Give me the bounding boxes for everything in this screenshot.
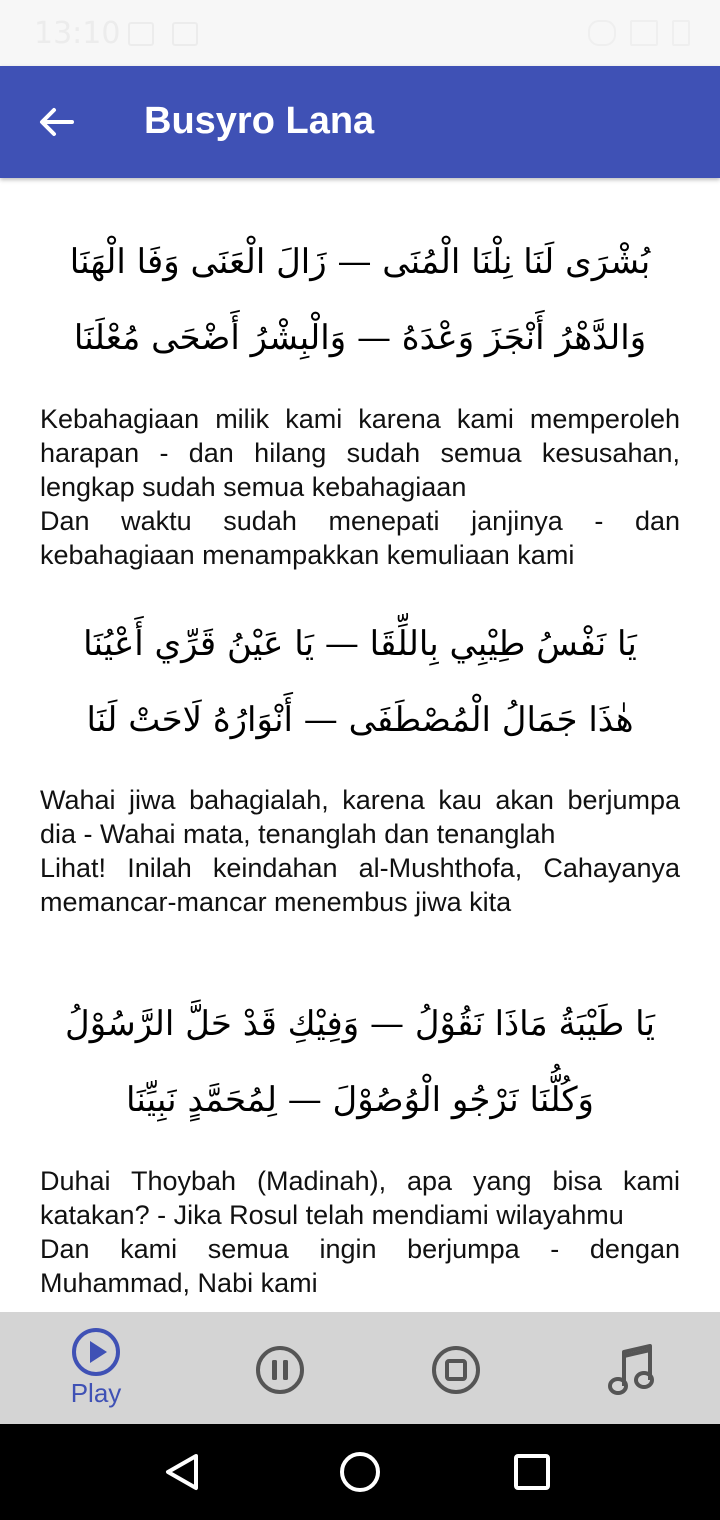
verse-translation-3	[40, 1164, 680, 1300]
translation-line: Lihat! Inilah keindahan al-Mushthofa, Cahayanya memancar-mancar menembus jiwa kita	[40, 853, 680, 917]
back-triangle-icon[interactable]	[162, 1452, 202, 1492]
arrow-back-icon[interactable]	[38, 104, 74, 140]
home-circle-icon[interactable]	[338, 1450, 382, 1494]
image-notification-icon	[128, 22, 154, 46]
gallery-notification-icon	[172, 22, 198, 46]
play-circle-icon	[70, 1326, 122, 1378]
translation-line: Dan waktu sudah menepati janjinya - dan kebahagiaan menampakkan kemuliaan kami	[40, 506, 680, 570]
verse-arabic-3	[0, 986, 720, 1138]
play-label: Play	[70, 1378, 122, 1408]
arabic-line: يَا طَيْبَةُ مَاذَا نَقُوْلُ — وَفِيْكِ قَدْ حَلَّ الرَّسُوْلُ	[65, 1004, 655, 1044]
player-controls	[0, 1312, 720, 1424]
page-title: Busyro Lana	[144, 100, 375, 142]
translation-line: Dan kami semua ingin berjumpa - dengan Muhammad, Nabi kami	[40, 1234, 680, 1298]
verse-translation-2	[40, 783, 680, 919]
pause-circle-icon	[254, 1344, 306, 1396]
app-bar	[0, 66, 720, 178]
status-time: 13:10	[34, 16, 121, 51]
verse-translation-1	[40, 402, 680, 572]
arabic-line: وَالدَّهْرُ أَنْجَزَ وَعْدَهُ — وَالْبِشْرُ أَضْحَى مُعْلَنَا	[73, 318, 647, 358]
stop-button[interactable]	[372, 1312, 552, 1424]
arabic-line: بُشْرَى لَنَا نِلْنَا الْمُنَى — زَالَ الْعَنَى وَفَا الْهَنَا	[69, 242, 651, 282]
status-bar	[0, 0, 720, 66]
pause-button[interactable]	[192, 1312, 372, 1424]
verse-arabic-1	[0, 224, 720, 376]
status-icons	[588, 20, 690, 46]
battery-icon	[672, 20, 690, 46]
translation-line: Wahai jiwa bahagialah, karena kau akan berjumpa dia - Wahai mata, tenanglah dan tenanglah	[40, 785, 680, 849]
verse-arabic-2	[0, 606, 720, 758]
arabic-line: وَكُلُّنَا نَرْجُو الْوُصُوْلَ — لِمُحَمَّدٍ نَبِيِّنَا	[126, 1080, 594, 1120]
translation-line: Kebahagiaan milik kami karena kami memperoleh harapan - dan hilang sudah semua kesusahan, lengkap sudah semua kebahagiaan	[40, 404, 680, 502]
arabic-line: هٰذَا جَمَالُ الْمُصْطَفَى — أَنْوَارُهُ لَاحَتْ لَنَا	[86, 700, 634, 740]
signal-icon	[630, 20, 658, 46]
system-nav-bar	[0, 1424, 720, 1520]
lyrics-content[interactable]	[0, 178, 720, 1312]
translation-line: Duhai Thoybah (Madinah), apa yang bisa kami katakan? - Jika Rosul telah mendiami wilayahmu	[40, 1166, 680, 1230]
stop-circle-icon	[430, 1344, 482, 1396]
music-button[interactable]	[552, 1312, 720, 1424]
hotspot-icon	[588, 20, 616, 46]
music-note-icon	[608, 1342, 656, 1398]
recents-square-icon[interactable]	[512, 1452, 552, 1492]
arabic-line: يَا نَفْسُ طِيْبِي بِاللِّقَا — يَا عَيْنُ قَرِّي أَعْيُنَا	[83, 624, 637, 664]
play-button[interactable]	[0, 1312, 192, 1424]
